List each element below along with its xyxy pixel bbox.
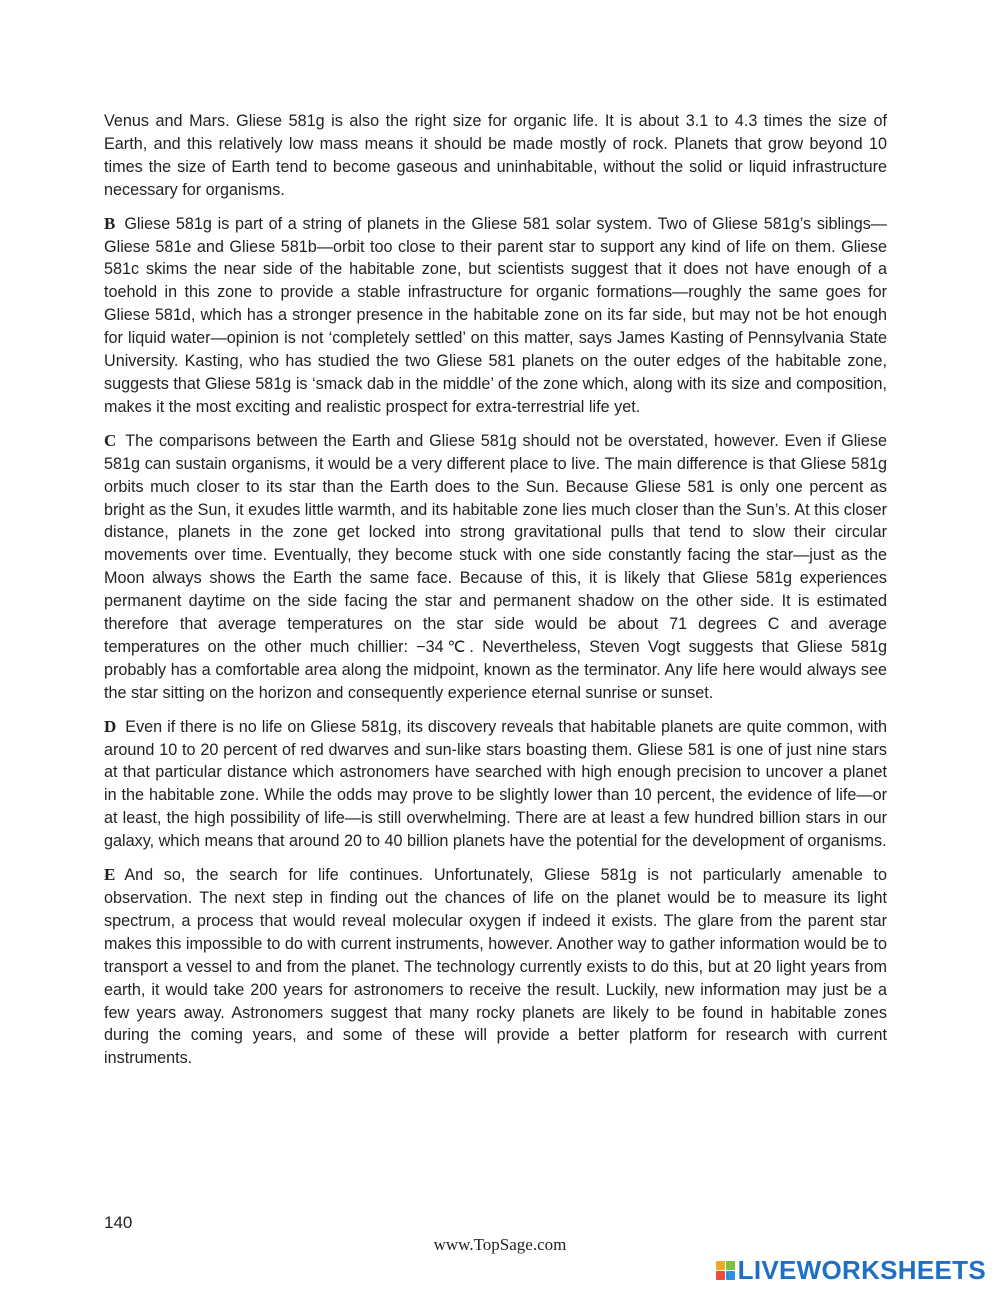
paragraph-e — [104, 864, 887, 1070]
brand-name: LIVEWORKSHEETS — [737, 1255, 986, 1285]
paragraph-text: And so, the search for life continues. Unfortunately, Gliese 581g is not particularly amenable to observation. The next step in finding out the chances of life on the planet would be to measure its light spectrum, a process that would reveal molecular oxygen if indeed it exists. The glare from the parent star makes this impossible to do with current instruments, however. Another way to gather information would be to transport a vessel to and from the planet. The technology currently exists to do this, but at 20 light years from earth, it would take 200 years for astronomers to receive the result. Luckily, new information may just be a few years away. Astronomers suggest that many rocky planets are likely to be found in habitable zones during the coming years, and some of these will provide a better platform for research with current instruments. — [104, 866, 887, 1068]
logo-tile — [716, 1261, 725, 1270]
footer-url: www.TopSage.com — [433, 1235, 567, 1254]
paragraph-letter: C — [104, 430, 117, 450]
paragraph-letter: B — [104, 213, 116, 233]
logo-tile — [716, 1271, 725, 1280]
liveworksheets-logo-icon — [716, 1261, 735, 1280]
liveworksheets-brand[interactable] — [716, 1255, 986, 1286]
paragraph-intro — [104, 110, 887, 202]
paragraph-text: Gliese 581g is part of a string of planets in the Gliese 581 solar system. Two of Gliese 581g’s siblings—Gliese 581e and Gliese 581b—orbit too close to their parent star to support any kind of life on them. Gliese 581c skims the near side of the habitable zone, but scientists suggest that it does not have enough of a toehold in this zone to provide a stable infrastructure for organic formations—roughly the same goes for Gliese 581d, which has a stronger presence in the habitable zone on its far side, but may not be hot enough for liquid water—opinion is not ‘completely settled’ on this matter, says James Kasting of Pennsylvania State University. Kasting, who has studied the two Gliese 581 planets on the outer edges of the habitable zone, suggests that Gliese 581g is ‘smack dab in the middle’ of the zone which, along with its size and composition, makes it the most exciting and realistic prospect for extra-terrestrial life yet. — [104, 214, 887, 416]
paragraph-letter: D — [104, 716, 117, 736]
logo-tile — [726, 1271, 735, 1280]
paragraph-letter: E — [104, 865, 116, 885]
paragraph-c — [104, 430, 887, 705]
paragraph-text: The comparisons between the Earth and Gliese 581g should not be overstated, however. Even if Gliese 581g can sustain organisms, it would be a very different place to live. The main difference is that Gliese 581g orbits much closer to its star than the Earth does to the Sun. Because Gliese 581 is only one percent as bright as the Sun, it exudes little warmth, and its habitable zone lies much closer than the Sun’s. At this closer distance, planets in the zone get locked into strong gravitational pulls that tend to slow their circular movements over time. Eventually, they become stuck with one side constantly facing the star—just as the Moon always shows the Earth the same face. Because of this, it is likely that Gliese 581g experiences permanent daytime on the side facing the star and permanent shadow on the other side. It is estimated therefore that average temperatures on the star side would be about 71 degrees C and average temperatures on the other much chillier: −34℃. Nevertheless, Steven Vogt suggests that Gliese 581g probably has a comfortable area along the midpoint, known as the terminator. Any life here would always see the star sitting on the horizon and consequently experience eternal sunrise or sunset. — [104, 431, 887, 702]
paragraph-text: Even if there is no life on Gliese 581g, its discovery reveals that habitable planets are quite common, with around 10 to 20 percent of red dwarves and sun-like stars boasting them. Gliese 581 is one of just nine stars at that particular distance which astronomers have searched with high enough precision to uncover a planet in the habitable zone. While the odds may prove to be slightly lower than 10 percent, the evidence of life—or at least, the high possibility of life—is still overwhelming. There are at least a few hundred billion stars in our galaxy, which means that around 20 to 40 billion planets have the potential for the development of organisms. — [104, 717, 887, 851]
paragraph-d — [104, 716, 887, 853]
logo-tile — [726, 1261, 735, 1270]
article-text — [104, 110, 887, 1081]
paragraph-b — [104, 213, 887, 419]
paragraph-text: Venus and Mars. Gliese 581g is also the right size for organic life. It is about 3.1 to 4.3 times the size of Earth, and this relatively low mass means it should be made mostly of rock. Planets that grow beyond 10 times the size of Earth tend to become gaseous and uninhabitable, without the solid or liquid infrastructure necessary for organisms. — [104, 112, 887, 199]
page-number: 140 — [104, 1213, 133, 1232]
